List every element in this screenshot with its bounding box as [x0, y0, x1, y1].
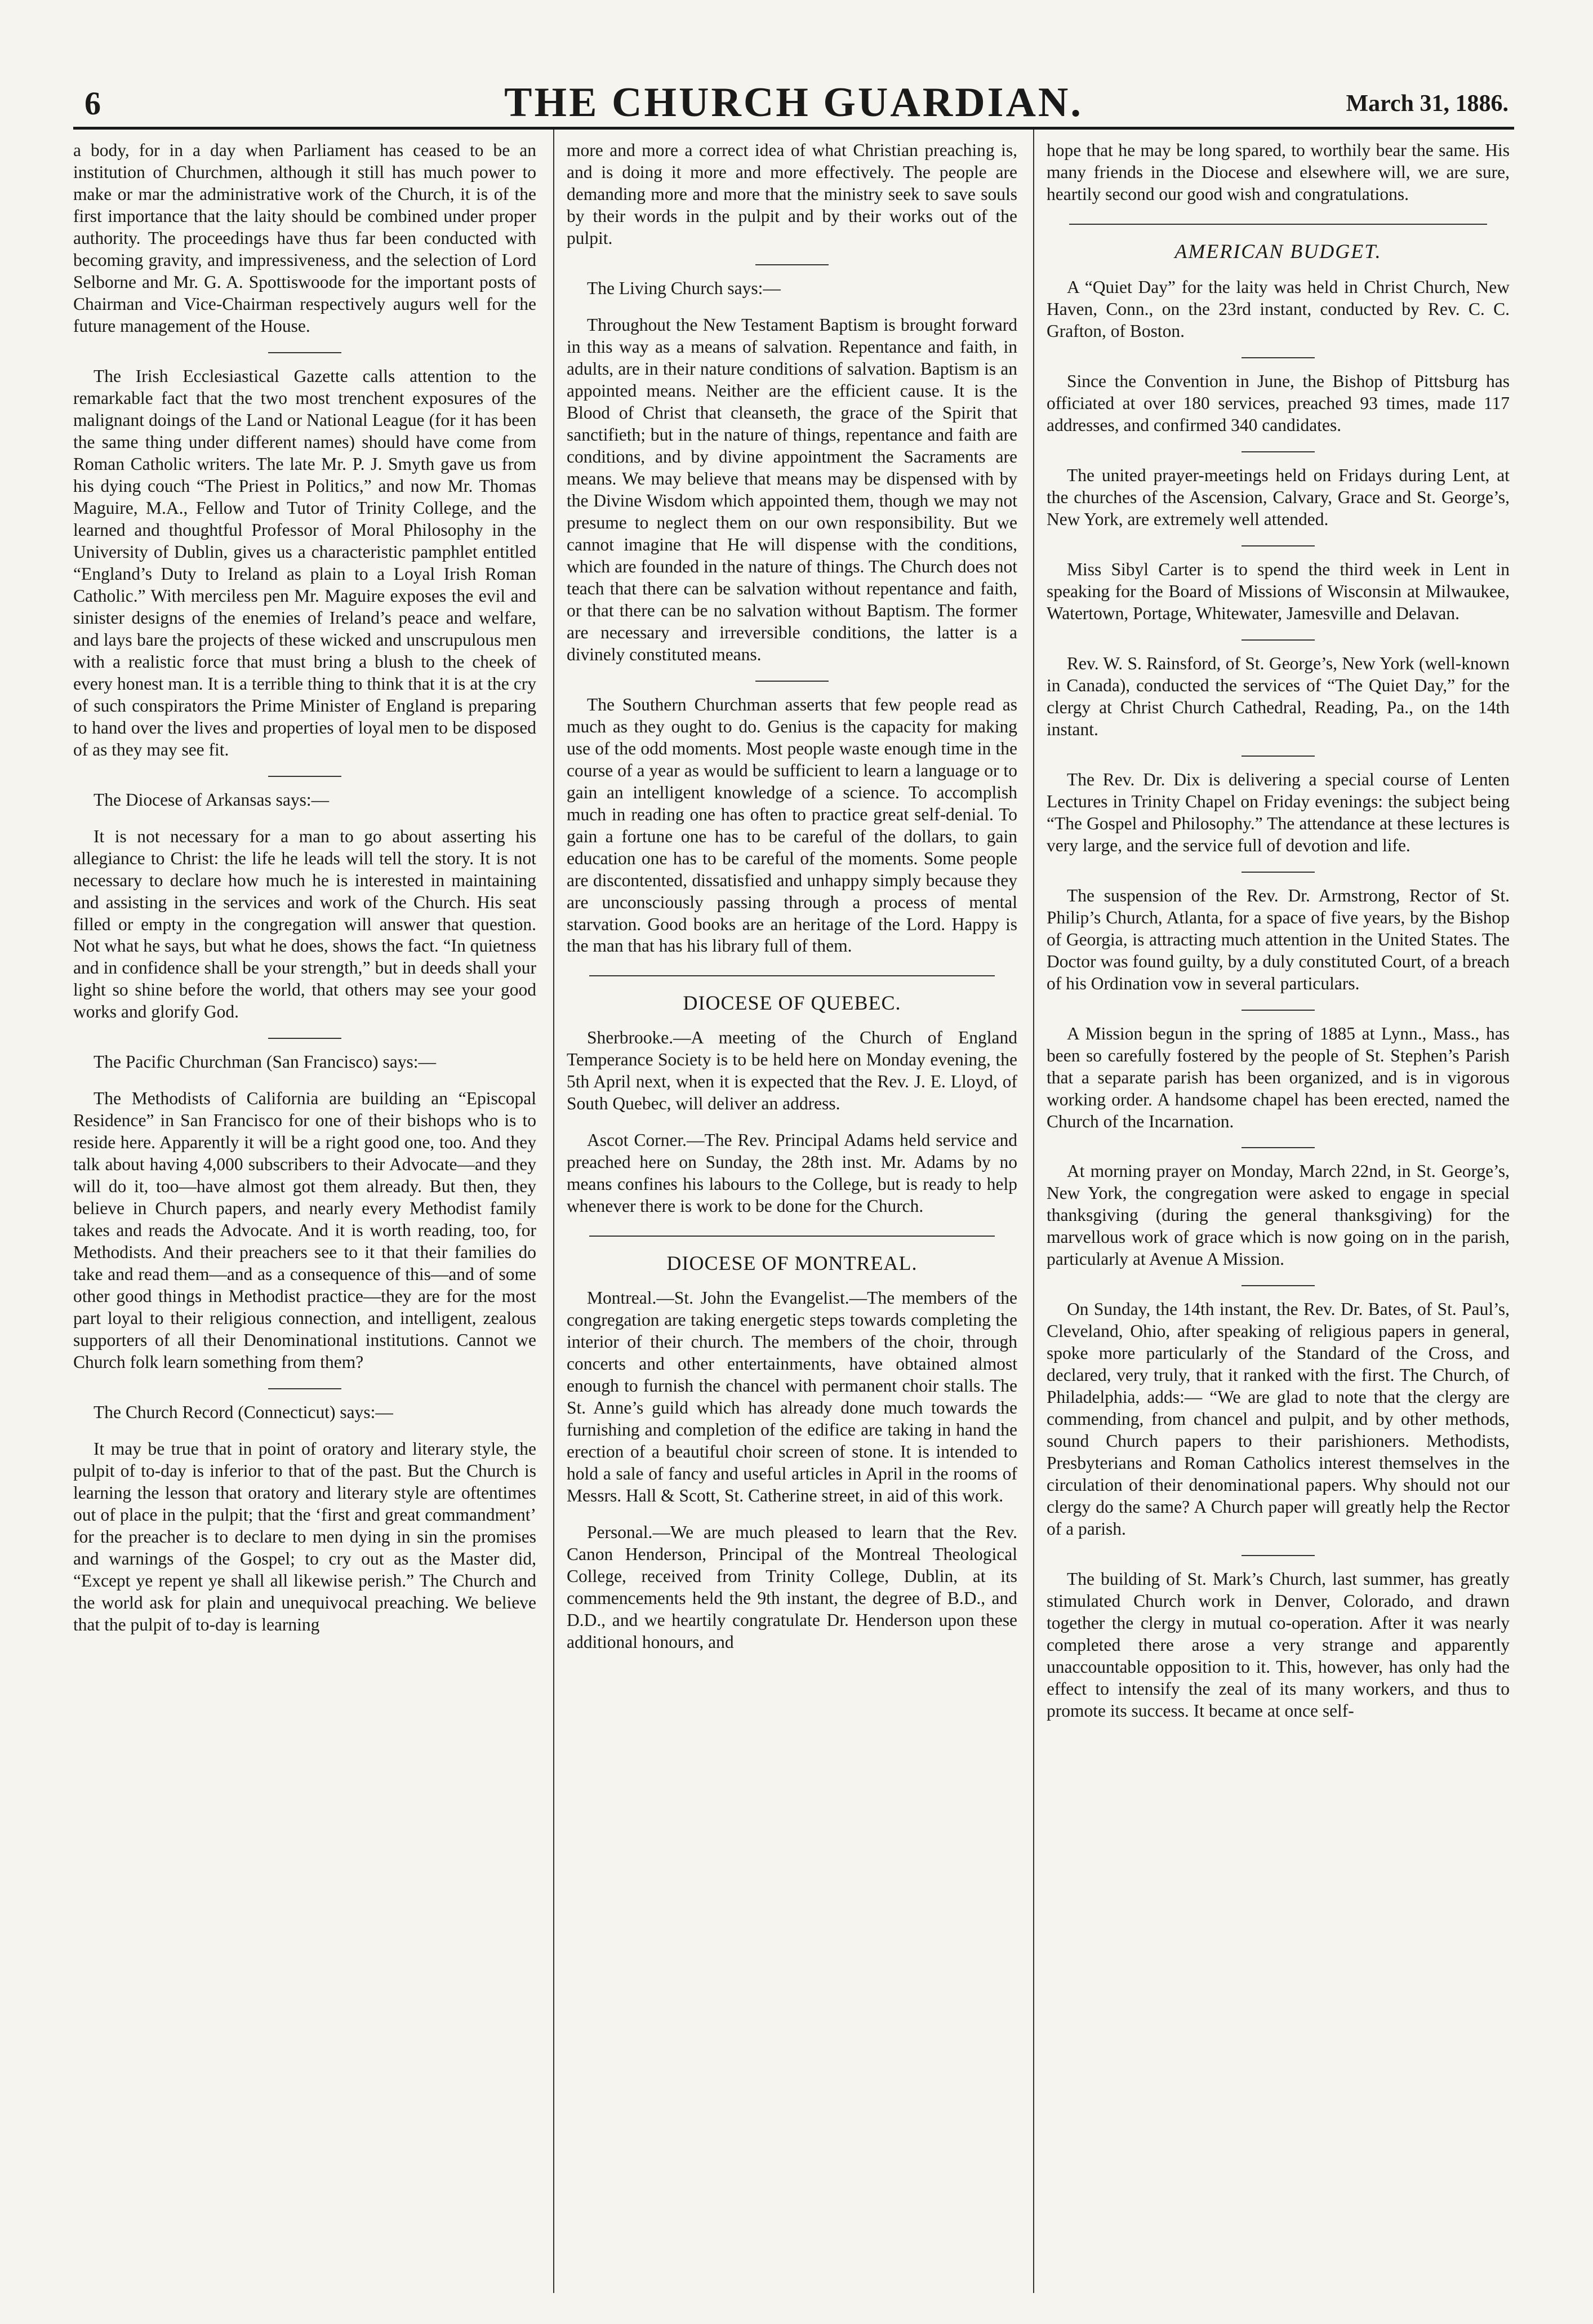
article-paragraph: It may be true that in point of oratory and literary style, the pulpit of to-day is inferior to that of the past. But the Church is learning the lesson that oratory and literary style are oftentimes out of place in the pulpit; that the ‘first and great commandment’ for the preacher is to declare to men dying in sin the promises and warnings of the Gospel; to cry out as the Master did, “Except ye repent ye shall all likewise perish.” The Church and the world ask for plain and unequivocal preaching. We believe that the pulpit of to-day is learning — [73, 1439, 536, 1635]
column-1 — [73, 130, 548, 2293]
section-rule — [589, 975, 995, 976]
column-3 — [1033, 130, 1514, 2293]
article-intro: The Living Church says:— — [587, 278, 781, 298]
article-intro: The Diocese of Arkansas says:— — [94, 789, 330, 810]
section-heading-quebec: DIOCESE OF QUEBEC. — [683, 992, 901, 1015]
article-intro: The Church Record (Connecticut) says:— — [94, 1402, 393, 1423]
divider — [1242, 756, 1315, 757]
news-item: On Sunday, the 14th instant, the Rev. Dr. Bates, of St. Paul’s, Cleveland, Ohio, after speaking of religious papers in general, spoke more particularly of the Standard of the Cross, and declared, very truly, that it ranked with the first. The Church, of Philadelphia, adds:— “We are glad to note that the clergy are commending, from chancel and pulpit, and by other methods, sound Church papers to their parishioners. Methodists, Presbyterians and Roman Catholics interest themselves in the circulation of their denominational papers. Why should not our clergy do the same? A Church paper will greatly help the Rector of a parish. — [1047, 1299, 1510, 1539]
page-number: 6 — [84, 85, 101, 122]
divider — [1242, 1147, 1315, 1148]
news-item: At morning prayer on Monday, March 22nd, in St. George’s, New York, the congregation were asked to engage in special thanksgiving (during the general thanksgiving) for the marvellous work of grace which is now going on in the parish, particularly at Avenue A Mission. — [1047, 1161, 1510, 1269]
section-rule — [1069, 224, 1487, 225]
page-header — [73, 79, 1514, 130]
article-paragraph: Ascot Corner.—The Rev. Principal Adams held service and preached here on Sunday, the 28th inst. Mr. Adams by no means confines his labours to the College, but is ready to help whenever there is work to be done for the Church. — [567, 1130, 1017, 1216]
section-heading-american-budget: AMERICAN BUDGET. — [1174, 239, 1382, 263]
article-paragraph: Montreal.—St. John the Evangelist.—The members of the congregation are taking energetic steps towards completing the interior of their church. The members of the choir, through concerts and other entertainments, have obtained almost enough to furnish the chancel with permanent choir stalls. The St. Anne’s guild which has already done much towards the furnishing and completion of the edifice are taking in hand the erection of a beautiful choir screen of stone. It is intended to hold a sale of fancy and useful articles in April in the rooms of Messrs. Hall & Scott, St. Catherine street, in aid of this work. — [567, 1288, 1017, 1506]
divider — [1242, 545, 1315, 546]
divider — [1242, 1285, 1315, 1286]
article-paragraph: The Methodists of California are building an “Episcopal Residence” in San Francisco for one of their bishops who is to reside here. Apparently it will be a right good one, too. And they talk about having 4,000 subscribers to their Advocate—and they will do it, too—have almost got them already. But then, they believe in Church papers, and nearly every Methodist family takes and reads the Advocate. And it is worth reading, too, for Methodists. And their preachers see to it that their families do take and read them—and as a consequence of this—and of some other good things in Methodist practice—they are for the most part loyal to their religious connection, and intelligent, zealous supporters of all their Denominational institutions. Cannot we Church folk learn something from them? — [73, 1088, 536, 1372]
article-paragraph: a body, for in a day when Parliament has ceased to be an institution of Churchmen, although it still has much power to make or mar the administrative work of the Church, it is of the first importance that the laity should be combined under proper authority. The proceedings have thus far been conducted with becoming gravity, and impressiveness, and the selection of Lord Selborne and Mr. G. A. Spottiswoode for the important posts of Chairman and Vice-Chairman respectively augurs well for the future management of the House. — [73, 140, 536, 336]
divider — [755, 681, 829, 682]
news-item: The building of St. Mark’s Church, last summer, has greatly stimulated Church work in Denver, Colorado, and drawn together the clergy in mutual co-operation. After it was nearly completed there arose a very strange and apparently unaccountable opposition to it. This, however, has only had the effect to intensify the zeal of its many workers, and thus to promote its success. It became at once self- — [1047, 1569, 1510, 1721]
news-item: Since the Convention in June, the Bishop of Pittsburg has officiated at over 180 services, preached 93 times, made 117 addresses, and confirmed 340 candidates. — [1047, 371, 1510, 435]
section-rule — [589, 1236, 995, 1237]
article-paragraph: hope that he may be long spared, to worthily bear the same. His many friends in the Diocese and elsewhere will, we are sure, heartily second our good wish and congratulations. — [1047, 140, 1510, 204]
divider — [268, 776, 341, 777]
article-paragraph: It is not necessary for a man to go about asserting his allegiance to Christ: the life he leads will tell the story. It is not necessary to declare how much he is interested in maintaining and assisting in the services and work of the Church. His seat filled or empty in the congregation will answer that question. Not what he says, but what he does, shows the fact. “In quietness and in confidence shall be your strength,” but in deeds shall your light so shine before the world, that others may see your good works and glorify God. — [73, 826, 536, 1022]
article-paragraph: more and more a correct idea of what Christian preaching is, and is doing it more and more effectively. The people are demanding more and more that the ministry seek to save souls by their words in the pulpit and by their works out of the pulpit. — [567, 140, 1017, 248]
column-2 — [553, 130, 1027, 2293]
article-intro: The Pacific Churchman (San Francisco) says:— — [94, 1052, 436, 1072]
divider — [268, 1388, 341, 1389]
divider — [268, 1038, 341, 1039]
divider — [1242, 639, 1315, 641]
columns — [73, 130, 1514, 2293]
article-paragraph: Throughout the New Testament Baptism is brought forward in this way as a means of salvation. Repentance and faith, in adults, are in their nature conditions of salvation. Baptism is an appointed means. Neither are the efficient cause. It is the Blood of Christ that cleanseth, the grace of the Spirit that sanctifieth; but in the nature of things, repentance and faith are conditions, and by divine appointment the Sacraments are means. We may believe that means may be dispensed with by the Divine Wisdom which appointed them, though we may not presume to neglect them on our own responsibility. But we cannot imagine that He will dispense with the conditions, which are founded in the nature of things. The Church does not teach that there can be salvation without repentance and faith, or that there can be no salvation without Baptism. The former are necessary and irreversible conditions, the latter is a divinely constituted means. — [567, 314, 1017, 664]
divider — [1242, 1555, 1315, 1556]
divider — [268, 352, 341, 353]
news-item: Rev. W. S. Rainsford, of St. George’s, New York (well-known in Canada), conducted the services of “The Quiet Day,” for the clergy at Christ Church Cathedral, Reading, Pa., on the 14th instant. — [1047, 653, 1510, 739]
article-paragraph: The Irish Ecclesiastical Gazette calls attention to the remarkable fact that the two most trenchent exposures of the malignant doings of the Land or National League (for it has been the same thing under different names) should have come from Roman Catholic writers. The late Mr. P. J. Smyth gave us from his dying couch “The Priest in Politics,” and now Mr. Thomas Maguire, M.A., Fellow and Tutor of Trinity College, and the learned and thoughtful Professor of Moral Philosophy in the University of Dublin, gives us a characteristic pamphlet entitled “England’s Duty to Ireland as plain to a Loyal Irish Roman Catholic.” With merciless pen Mr. Maguire exposes the evil and sinister designs of the enemies of Ireland’s peace and welfare, and lays bare the projects of these wicked and unscrupulous men with a realistic force that must bring a blush to the cheek of every honest man. It is a terrible thing to think that it is at the cry of such conspirators the Prime Minister of England is preparing to hand over the lives and properties of loyal men to be disposed of as they may see fit. — [73, 366, 536, 759]
divider — [1242, 451, 1315, 452]
divider — [1242, 872, 1315, 873]
section-heading-montreal: DIOCESE OF MONTREAL. — [666, 1252, 918, 1275]
article-paragraph: The Southern Churchman asserts that few people read as much as they ought to do. Genius is the capacity for making use of the odd moments. Most people waste enough time in the course of a year as would be sufficient to learn a language or to gain an intelligent knowledge of a science. To accomplish much in reading one has often to practice great self-denial. To gain a fortune one has to be careful of the dollars, to gain education one has to be careful of the moments. Some people are discontented, dissatisfied and unhappy simply because they are unconsciously passing through a process of mental starvation. Good books are an heritage of the Lord. Happy is the man that has his library full of them. — [567, 694, 1017, 956]
news-item: A “Quiet Day” for the laity was held in Christ Church, New Haven, Conn., on the 23rd instant, conducted by Rev. C. C. Grafton, of Boston. — [1047, 277, 1510, 341]
divider — [1242, 1010, 1315, 1011]
article-paragraph: Sherbrooke.—A meeting of the Church of England Temperance Society is to be held here on Monday evening, the 5th April next, when it is expected that the Rev. J. E. Lloyd, of South Quebec, will deliver an address. — [567, 1028, 1017, 1114]
masthead: THE CHURCH GUARDIAN. — [504, 79, 1083, 126]
news-item: Miss Sibyl Carter is to spend the third week in Lent in speaking for the Board of Missions of Wisconsin at Milwaukee, Watertown, Portage, Whitewater, Jamesville and Delavan. — [1047, 559, 1510, 623]
news-item: The suspension of the Rev. Dr. Armstrong, Rector of St. Philip’s Church, Atlanta, for a space of five years, by the Bishop of Georgia, is attracting much attention in the United States. The Doctor was found guilty, by a duly constituted Court, of a breach of his Ordination vow in several particulars. — [1047, 885, 1510, 993]
news-item: A Mission begun in the spring of 1885 at Lynn., Mass., has been so carefully fostered by the people of St. Stephen’s Parish that a separate parish has been organized, and is in vigorous working order. A handsome chapel has been erected, named the Church of the Incarnation. — [1047, 1023, 1510, 1131]
issue-date: March 31, 1886. — [1346, 91, 1509, 117]
news-item: The Rev. Dr. Dix is delivering a special course of Lenten Lectures in Trinity Chapel on Friday evenings: the subject being “The Gospel and Philosophy.” The attendance at these lectures is very large, and the service full of devotion and life. — [1047, 769, 1510, 855]
divider — [755, 264, 829, 265]
divider — [1242, 357, 1315, 358]
article-paragraph: Personal.—We are much pleased to learn that the Rev. Canon Henderson, Principal of the Montreal Theological College, received from Trinity College, Dublin, at its commencements held the 9th instant, the degree of B.D., and D.D., and we heartily congratulate Dr. Henderson upon these additional honours, and — [567, 1522, 1017, 1652]
news-item: The united prayer-meetings held on Fridays during Lent, at the churches of the Ascension, Calvary, Grace and St. George’s, New York, are extremely well attended. — [1047, 465, 1510, 529]
